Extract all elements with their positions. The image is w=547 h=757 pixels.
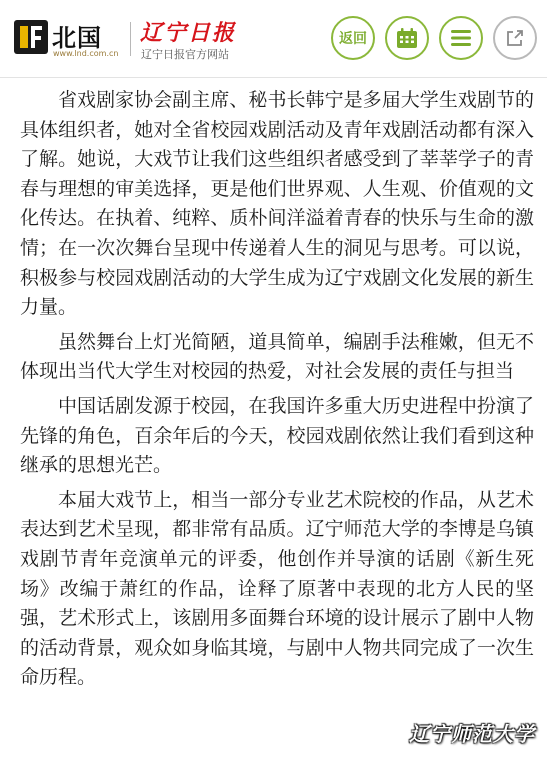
site-logo-icon: [14, 20, 48, 54]
article-body: [20, 86, 534, 698]
brand-name: 北国: [52, 24, 102, 52]
paper-logo: 辽宁日报: [140, 20, 237, 46]
menu-icon: [449, 26, 473, 50]
site-header: [0, 0, 547, 78]
watermark: 辽宁师范大学: [409, 722, 535, 746]
paper-subtitle: 辽宁日报官方网站: [141, 48, 229, 61]
article-paragraph: 本届大戏节上，相当一部分专业艺术院校的作品，从艺术表达到艺术呈现，都非常有品质。辽宁师范大学的李博是乌镇戏剧节青年竞演单元的评委，他创作并导演的话剧《新生死场》改编于萧红的作品，诠释了原著中表现的北方人民的坚强，艺术形式上，该剧用多面舞台环境的设计展示了剧中人物的活动背景，观众如身临其境，与剧中人物共同完成了一次生命历程。: [20, 488, 534, 689]
article-paragraph: 虽然舞台上灯光简陋，道具简单，编剧手法稚嫩，但无不体现出当代大学生对校园的热爱，对社会发展的责任与担当: [20, 330, 534, 383]
calendar-button[interactable]: [385, 16, 429, 60]
article-paragraph: 省戏剧家协会副主席、秘书长韩宁是多届大学生戏剧节的具体组织者，她对全省校园戏剧活动及青年戏剧活动都有深入了解。她说，大戏节让我们这些组织者感受到了莘莘学子的青春与理想的审美选择，更是他们世界观、人生观、价值观的文化传达。在执着、纯粹、质朴间洋溢着青春的快乐与生命的激情；在一次次舞台呈现中传递着人生的洞见与思考。可以说，积极参与校园戏剧活动的大学生成为辽宁戏剧文化发展的新生力量。: [20, 89, 534, 319]
menu-button[interactable]: [439, 16, 483, 60]
calendar-icon: [395, 26, 419, 50]
header-divider: [130, 22, 131, 56]
back-button-label: 返回: [339, 31, 367, 47]
share-icon: [505, 28, 525, 48]
brand-url: www.lnd.com.cn: [53, 49, 119, 58]
back-button[interactable]: [331, 16, 375, 60]
share-button[interactable]: [493, 16, 537, 60]
article-paragraph: 中国话剧发源于校园，在我国许多重大历史进程中扮演了先锋的角色，百余年后的今天，校园戏剧依然让我们看到这种继承的思想光芒。: [20, 394, 534, 477]
